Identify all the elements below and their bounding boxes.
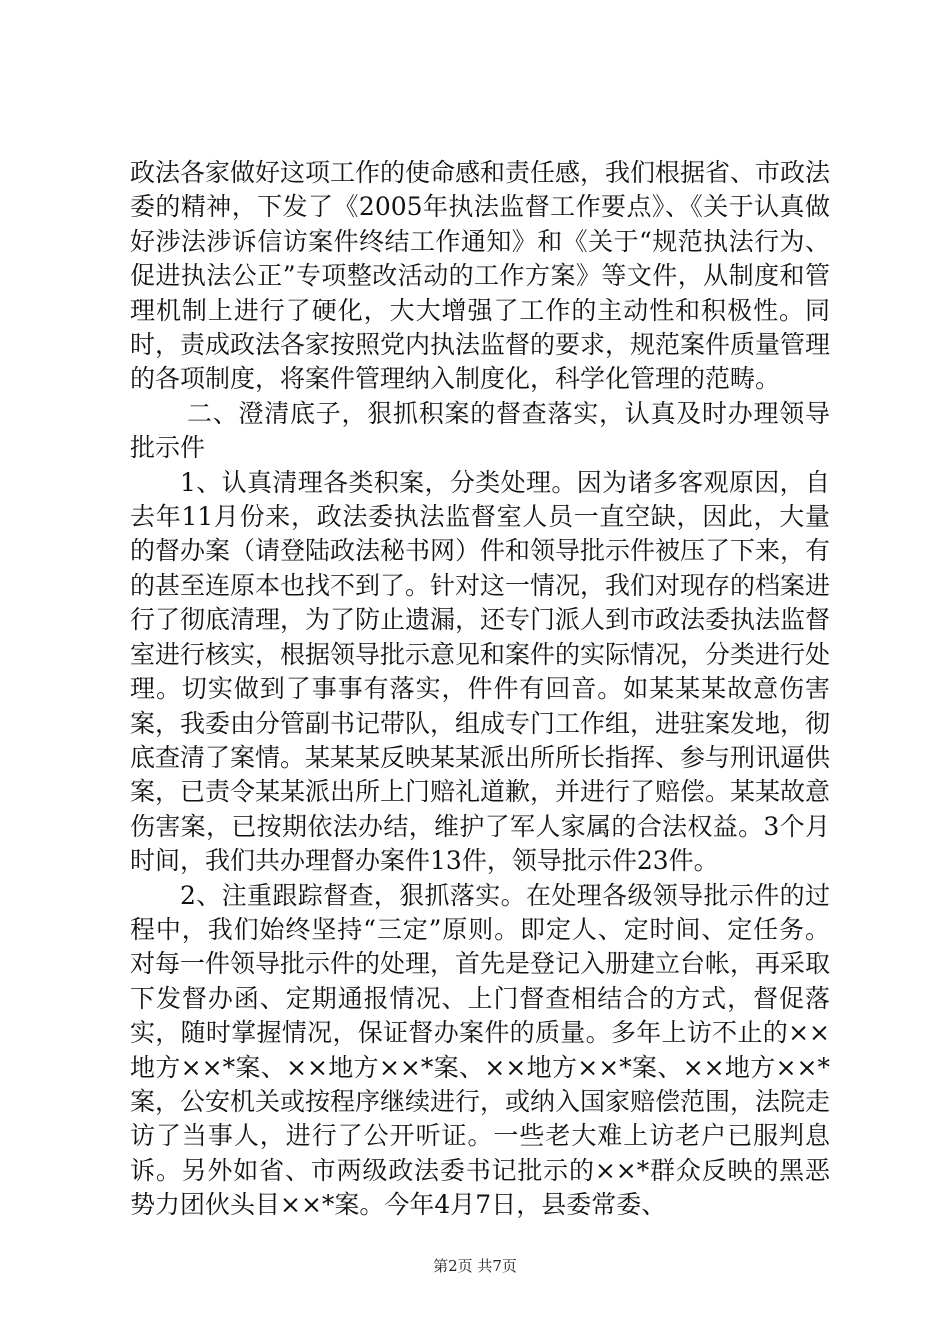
- paragraph-item-1: 1、认真清理各类积案，分类处理。因为诸多客观原因，自去年11月份来，政法委执法监督室人员一直空缺，因此，大量的督办案（请登陆政法秘书网）件和领导批示件被压了下来，有的甚至连原本也找不到了。针对这一情况，我们对现存的档案进行了彻底清理，为了防止遗漏，还专门派人到市政法委执法监督室进行核实，根据领导批示意见和案件的实际情况，分类进行处理。切实做到了事事有落实，件件有回音。如某某某故意伤害案，我委由分管副书记带队，组成专门工作组，进驻案发地，彻底查清了案情。某某某反映某某派出所所长指挥、参与刑讯逼供案，已责令某某派出所上门赔礼道歉，并进行了赔偿。某某故意伤害案，已按期依法办结，维护了军人家属的合法权益。3个月时间，我们共办理督办案件13件，领导批示件23件。: [130, 467, 831, 876]
- page-number-footer: 第2页 共7页: [433, 1257, 517, 1275]
- document-body: [130, 156, 830, 1223]
- paragraph-item-2: 2、注重跟踪督查，狠抓落实。在处理各级领导批示件的过程中，我们始终坚持“三定”原则。即定人、定时间、定任务。对每一件领导批示件的处理，首先是登记入册建立台帐，再采取下发督办函、定期通报情况、上门督查相结合的方式，督促落实，随时掌握情况，保证督办案件的质量。多年上访不止的××地方××*案、××地方××*案、××地方××*案、××地方××*案，公安机关或按程序继续进行，或纳入国家赔偿范围，法院走访了当事人，进行了公开听证。一些老大难上访老户已服判息诉。另外如省、市两级政法委书记批示的××*群众反映的黑恶势力团伙头目××*案。今年4月7日，县委常委、: [130, 880, 831, 1220]
- section-heading: 二、澄清底子，狠抓积案的督查落实，认真及时办理领导批示件: [130, 398, 830, 463]
- paragraph-continued: 政法各家做好这项工作的使命感和责任感，我们根据省、市政法委的精神，下发了《2005年执法监督工作要点》、《关于认真做好涉法涉诉信访案件终结工作通知》和《关于“规范执法行为、促进执法公正”专项整改活动的工作方案》等文件，从制度和管理机制上进行了硬化，大大增强了工作的主动性和积极性。同时，责成政法各家按照党内执法监督的要求，规范案件质量管理的各项制度，将案件管理纳入制度化，科学化管理的范畴。: [130, 158, 831, 394]
